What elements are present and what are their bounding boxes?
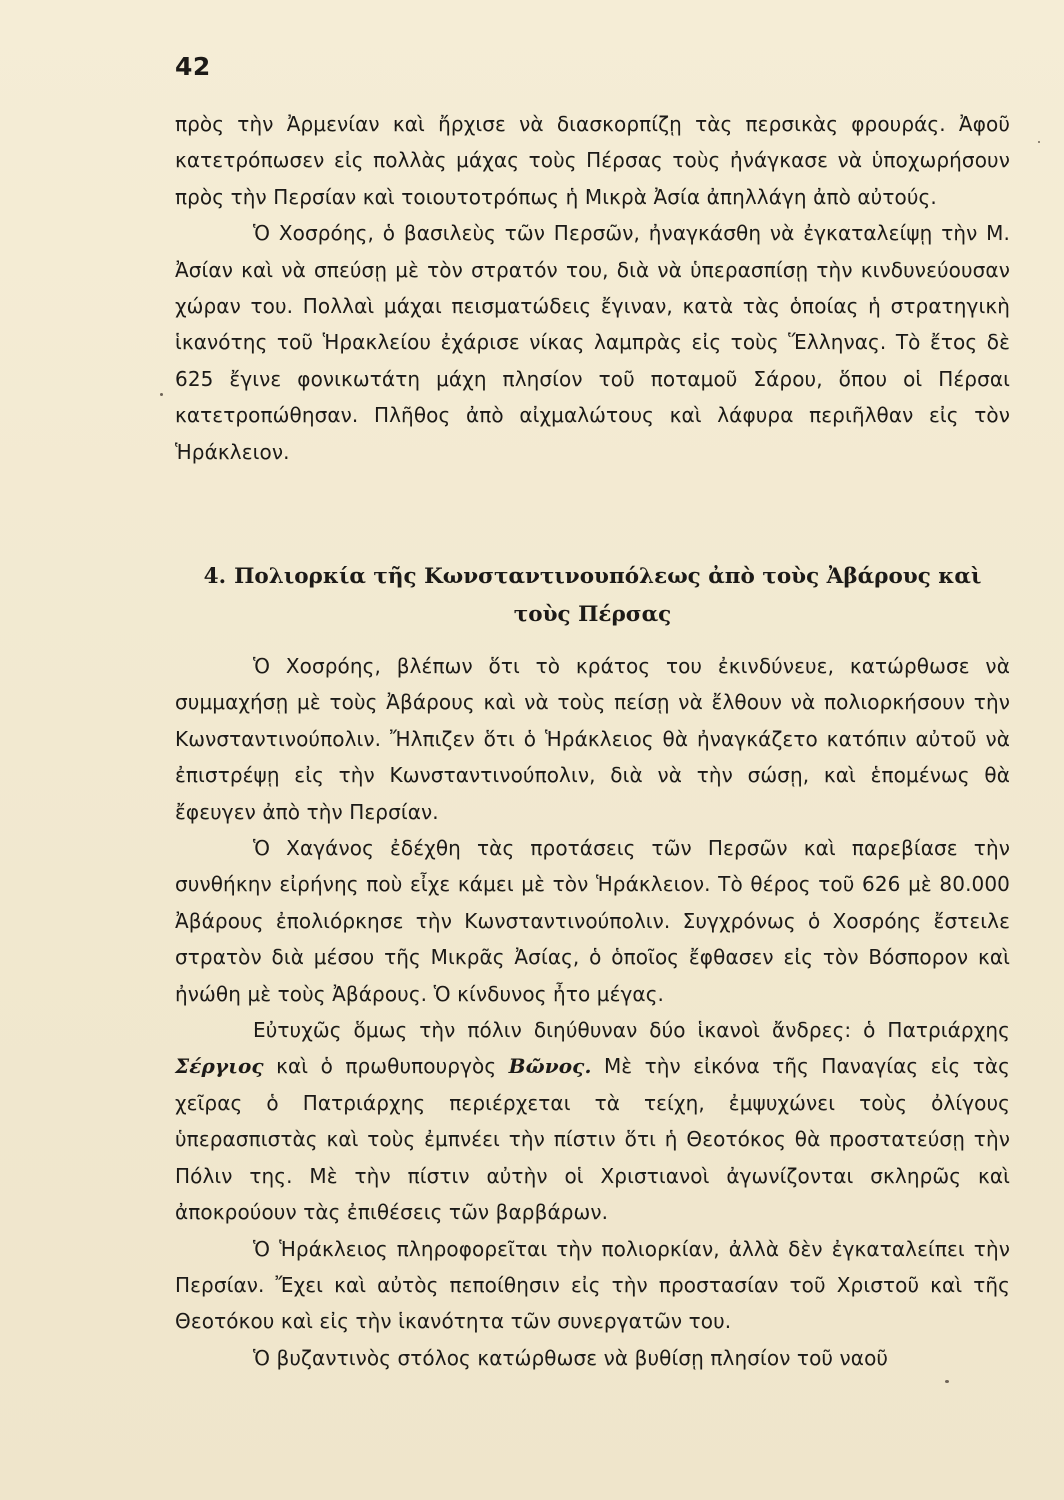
section-title: Πολιορκία τῆς Κωνσταντινουπόλεως ἀπὸ τοὺς Ἀβάρους καὶ τοὺς Πέρσας — [234, 564, 982, 627]
paragraph: Ὁ Χοσρόης, βλέπων ὅτι τὸ κράτος του ἐκινδύνευε, κατώρθωσε νὰ συμμαχήσῃ μὲ τοὺς Ἀβάρους καὶ νὰ τοὺς πείσῃ νὰ ἔλθουν νὰ πολιορκήσουν τὴν Κωνσταντινούπολιν. Ἤλπιζεν ὅτι ὁ Ἡράκλειος θὰ ἠναγκάζετο κατόπιν αὐτοῦ νὰ ἐπιστρέψῃ εἰς τὴν Κωνσταντινούπολιν, διὰ νὰ τὴν σώσῃ, καὶ ἑπομένως θὰ ἔφευγεν ἀπὸ τὴν Περσίαν. — [175, 654, 1010, 824]
name-sergios: Σέργιος — [175, 1054, 264, 1079]
paper-speck — [1038, 141, 1040, 143]
paragraph-text: Μὲ τὴν εἰκόνα τῆς Παναγίας εἰς τὰς χεῖρας ὁ Πατριάρχης περιέρχεται τὰ τείχη, ἐμψυχώνει τοὺς ὀλίγους ὑπερασπιστὰς καὶ τοὺς ἐμπνέει τὴν πίστιν ὅτι ἡ Θεοτόκος θὰ προστατεύσῃ τὴν Πόλιν της. Μὲ τὴν πίστιν αὐτὴν οἱ Χριστιανοὶ ἀγωνίζονται σκληρῶς καὶ ἀποκρούουν τὰς ἐπιθέσεις τῶν βαρβάρων. — [175, 1054, 1010, 1225]
paragraph: Ὁ βυζαντινὸς στόλος κατώρθωσε νὰ βυθίσῃ πλησίον τοῦ ναοῦ — [253, 1345, 889, 1370]
paragraph-text: καὶ ὁ πρωθυπουργὸς — [276, 1054, 497, 1079]
section-number: 4. — [203, 564, 227, 589]
text-block-bottom — [175, 648, 1010, 1376]
paragraph — [175, 1012, 1010, 1230]
section-heading — [175, 558, 1010, 634]
paper-speck — [160, 393, 163, 396]
text-block-top — [175, 106, 1010, 470]
paper-speck — [945, 1380, 949, 1383]
name-vonos: Βῶνος. — [508, 1054, 592, 1079]
paragraph-text: Εὐτυχῶς ὅμως τὴν πόλιν διηύθυναν δύο ἱκανοὶ ἄνδρες: ὁ Πατριάρχης — [253, 1018, 1010, 1043]
page-number: 42 — [175, 52, 211, 81]
paragraph: Ὁ Ἡράκλειος πληροφορεῖται τὴν πολιορκίαν, ἀλλὰ δὲν ἐγκαταλείπει τὴν Περσίαν. Ἔχει καὶ αὐτὸς πεποίθησιν εἰς τὴν προστασίαν τοῦ Χριστοῦ καὶ τῆς Θεοτόκου καὶ εἰς τὴν ἱκανότητα τῶν συνεργατῶν του. — [175, 1236, 1010, 1334]
paragraph: Ὁ Χοσρόης, ὁ βασιλεὺς τῶν Περσῶν, ἠναγκάσθη νὰ ἐγκαταλείψῃ τὴν Μ. Ἀσίαν καὶ νὰ σπεύσῃ μὲ τὸν στρατόν του, διὰ νὰ ὑπερασπίσῃ τὴν κινδυνεύουσαν χώραν του. Πολλαὶ μάχαι πεισματώδεις ἔγιναν, κατὰ τὰς ὁποίας ἡ στρατηγικὴ ἱκανότης τοῦ Ἡρακλείου ἐχάρισε νίκας λαμπρὰς εἰς τοὺς Ἕλληνας. Τὸ ἔτος δὲ 625 ἔγινε φονικωτάτη μάχη πλησίον τοῦ ποταμοῦ Σάρου, ὅπου οἱ Πέρσαι κατετροπώθησαν. Πλῆθος ἀπὸ αἰχμαλώτους καὶ λάφυρα περιῆλθαν εἰς τὸν Ἡράκλειον. — [175, 221, 1010, 464]
paragraph: Ὁ Χαγάνος ἐδέχθη τὰς προτάσεις τῶν Περσῶν καὶ παρεβίασε τὴν συνθήκην εἰρήνης ποὺ εἶχε κάμει μὲ τὸν Ἡράκλειον. Τὸ θέρος τοῦ 626 μὲ 80.000 Ἀβάρους ἐπολιόρκησε τὴν Κωνσταντινούπολιν. Συγχρόνως ὁ Χοσρόης ἔστειλε στρατὸν διὰ μέσου τῆς Μικρᾶς Ἀσίας, ὁ ὁποῖος ἔφθασεν εἰς τὸν Βόσπορον καὶ ἠνώθη μὲ τοὺς Ἀβάρους. Ὁ κίνδυνος ἦτο μέγας. — [175, 836, 1010, 1006]
paragraph: πρὸς τὴν Ἀρμενίαν καὶ ἤρχισε νὰ διασκορπίζῃ τὰς περσικὰς φρουράς. Ἀφοῦ κατετρόπωσεν εἰς πολλὰς μάχας τοὺς Πέρσας τοὺς ἠνάγκασε νὰ ὑποχωρήσουν πρὸς τὴν Περσίαν καὶ τοιουτοτρόπως ἡ Μικρὰ Ἀσία ἀπηλλάγη ἀπὸ αὐτούς. — [175, 112, 1010, 209]
